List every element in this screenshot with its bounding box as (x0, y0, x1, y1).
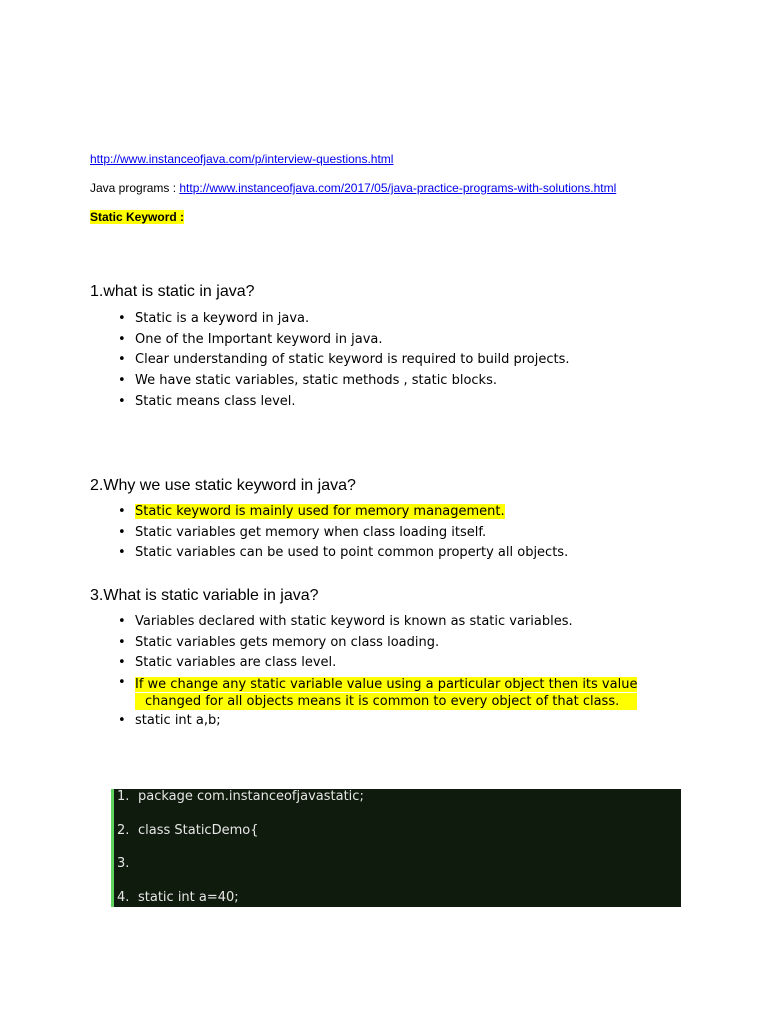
list-item-text: Clear understanding of static keyword is required to build projects. (135, 352, 570, 368)
list-item (118, 330, 570, 351)
code-line (117, 789, 364, 804)
list-item-text: Static variables are class level. (135, 655, 337, 671)
code-line-number: 1. (117, 789, 130, 804)
list-item-text: If we change any static variable value using a particular object then its value (135, 677, 638, 693)
section-1-list (118, 309, 570, 413)
bullet: • (118, 524, 126, 540)
code-line-number: 3. (117, 856, 130, 871)
list-item (118, 350, 570, 371)
static-keyword-label-line (90, 210, 184, 224)
list-item (118, 543, 568, 564)
list-item-text: static int a,b; (135, 713, 221, 729)
code-line-text: static int a=40; (138, 890, 239, 905)
code-line-text: class StaticDemo{ (138, 823, 259, 838)
list-item-text: Variables declared with static keyword is known as static variables. (135, 614, 573, 629)
list-item (118, 653, 637, 674)
bullet: • (118, 311, 126, 326)
programs-url[interactable]: http://www.instanceofjava.com/2017/05/java-practice-programs-with-solutions.html (179, 181, 617, 195)
list-item (118, 523, 568, 544)
code-line (117, 823, 258, 838)
list-item-text: Static keyword is mainly used for memory management. (135, 504, 505, 519)
list-item (118, 612, 637, 633)
bullet: • (118, 393, 126, 409)
list-item (118, 711, 637, 732)
static-keyword-label: Static Keyword : (90, 210, 185, 224)
code-line-number: 2. (117, 823, 130, 838)
code-block (111, 789, 681, 907)
bullet: • (118, 675, 126, 691)
list-item-text: Static means class level. (135, 393, 296, 409)
programs-line (90, 181, 616, 195)
section-2-list (118, 502, 568, 564)
bullet: • (118, 655, 126, 671)
bullet: • (118, 614, 126, 629)
bullet: • (118, 634, 126, 650)
bullet: • (118, 352, 126, 368)
list-item-text: Static variables can be used to point common property all objects. (135, 545, 569, 561)
bullet: • (118, 331, 126, 347)
list-item-text: Static is a keyword in java. (135, 311, 310, 326)
list-item (118, 371, 570, 392)
interview-link[interactable] (90, 152, 393, 166)
bullet: • (118, 373, 126, 389)
code-line (117, 890, 239, 905)
list-item (118, 674, 637, 711)
list-item (118, 309, 570, 330)
bullet: • (118, 713, 126, 729)
list-item-text: Static variables gets memory on class loading. (135, 634, 440, 650)
bullet: • (118, 545, 126, 561)
section-2-heading: 2.Why we use static keyword in java? (90, 477, 356, 494)
list-item (118, 502, 568, 523)
bullet: • (118, 504, 126, 519)
code-line (117, 856, 138, 871)
programs-label: Java programs : (90, 181, 180, 195)
list-item (118, 633, 637, 654)
list-item-text: We have static variables, static methods , static blocks. (135, 373, 497, 389)
list-item (118, 392, 570, 413)
code-line-text: package com.instanceofjavastatic; (138, 789, 364, 804)
interview-url[interactable]: http://www.instanceofjava.com/p/interview-questions.html (90, 152, 394, 166)
list-item-text: Static variables get memory when class loading itself. (135, 524, 487, 540)
code-line-number: 4. (117, 890, 130, 905)
section-1-heading: 1.what is static in java? (90, 283, 255, 300)
list-item-text: One of the Important keyword in java. (135, 331, 383, 347)
section-3-list (118, 612, 637, 732)
section-3-heading: 3.What is static variable in java? (90, 587, 319, 604)
list-item-text-continued: changed for all objects means it is common to every object of that class. (135, 693, 637, 710)
